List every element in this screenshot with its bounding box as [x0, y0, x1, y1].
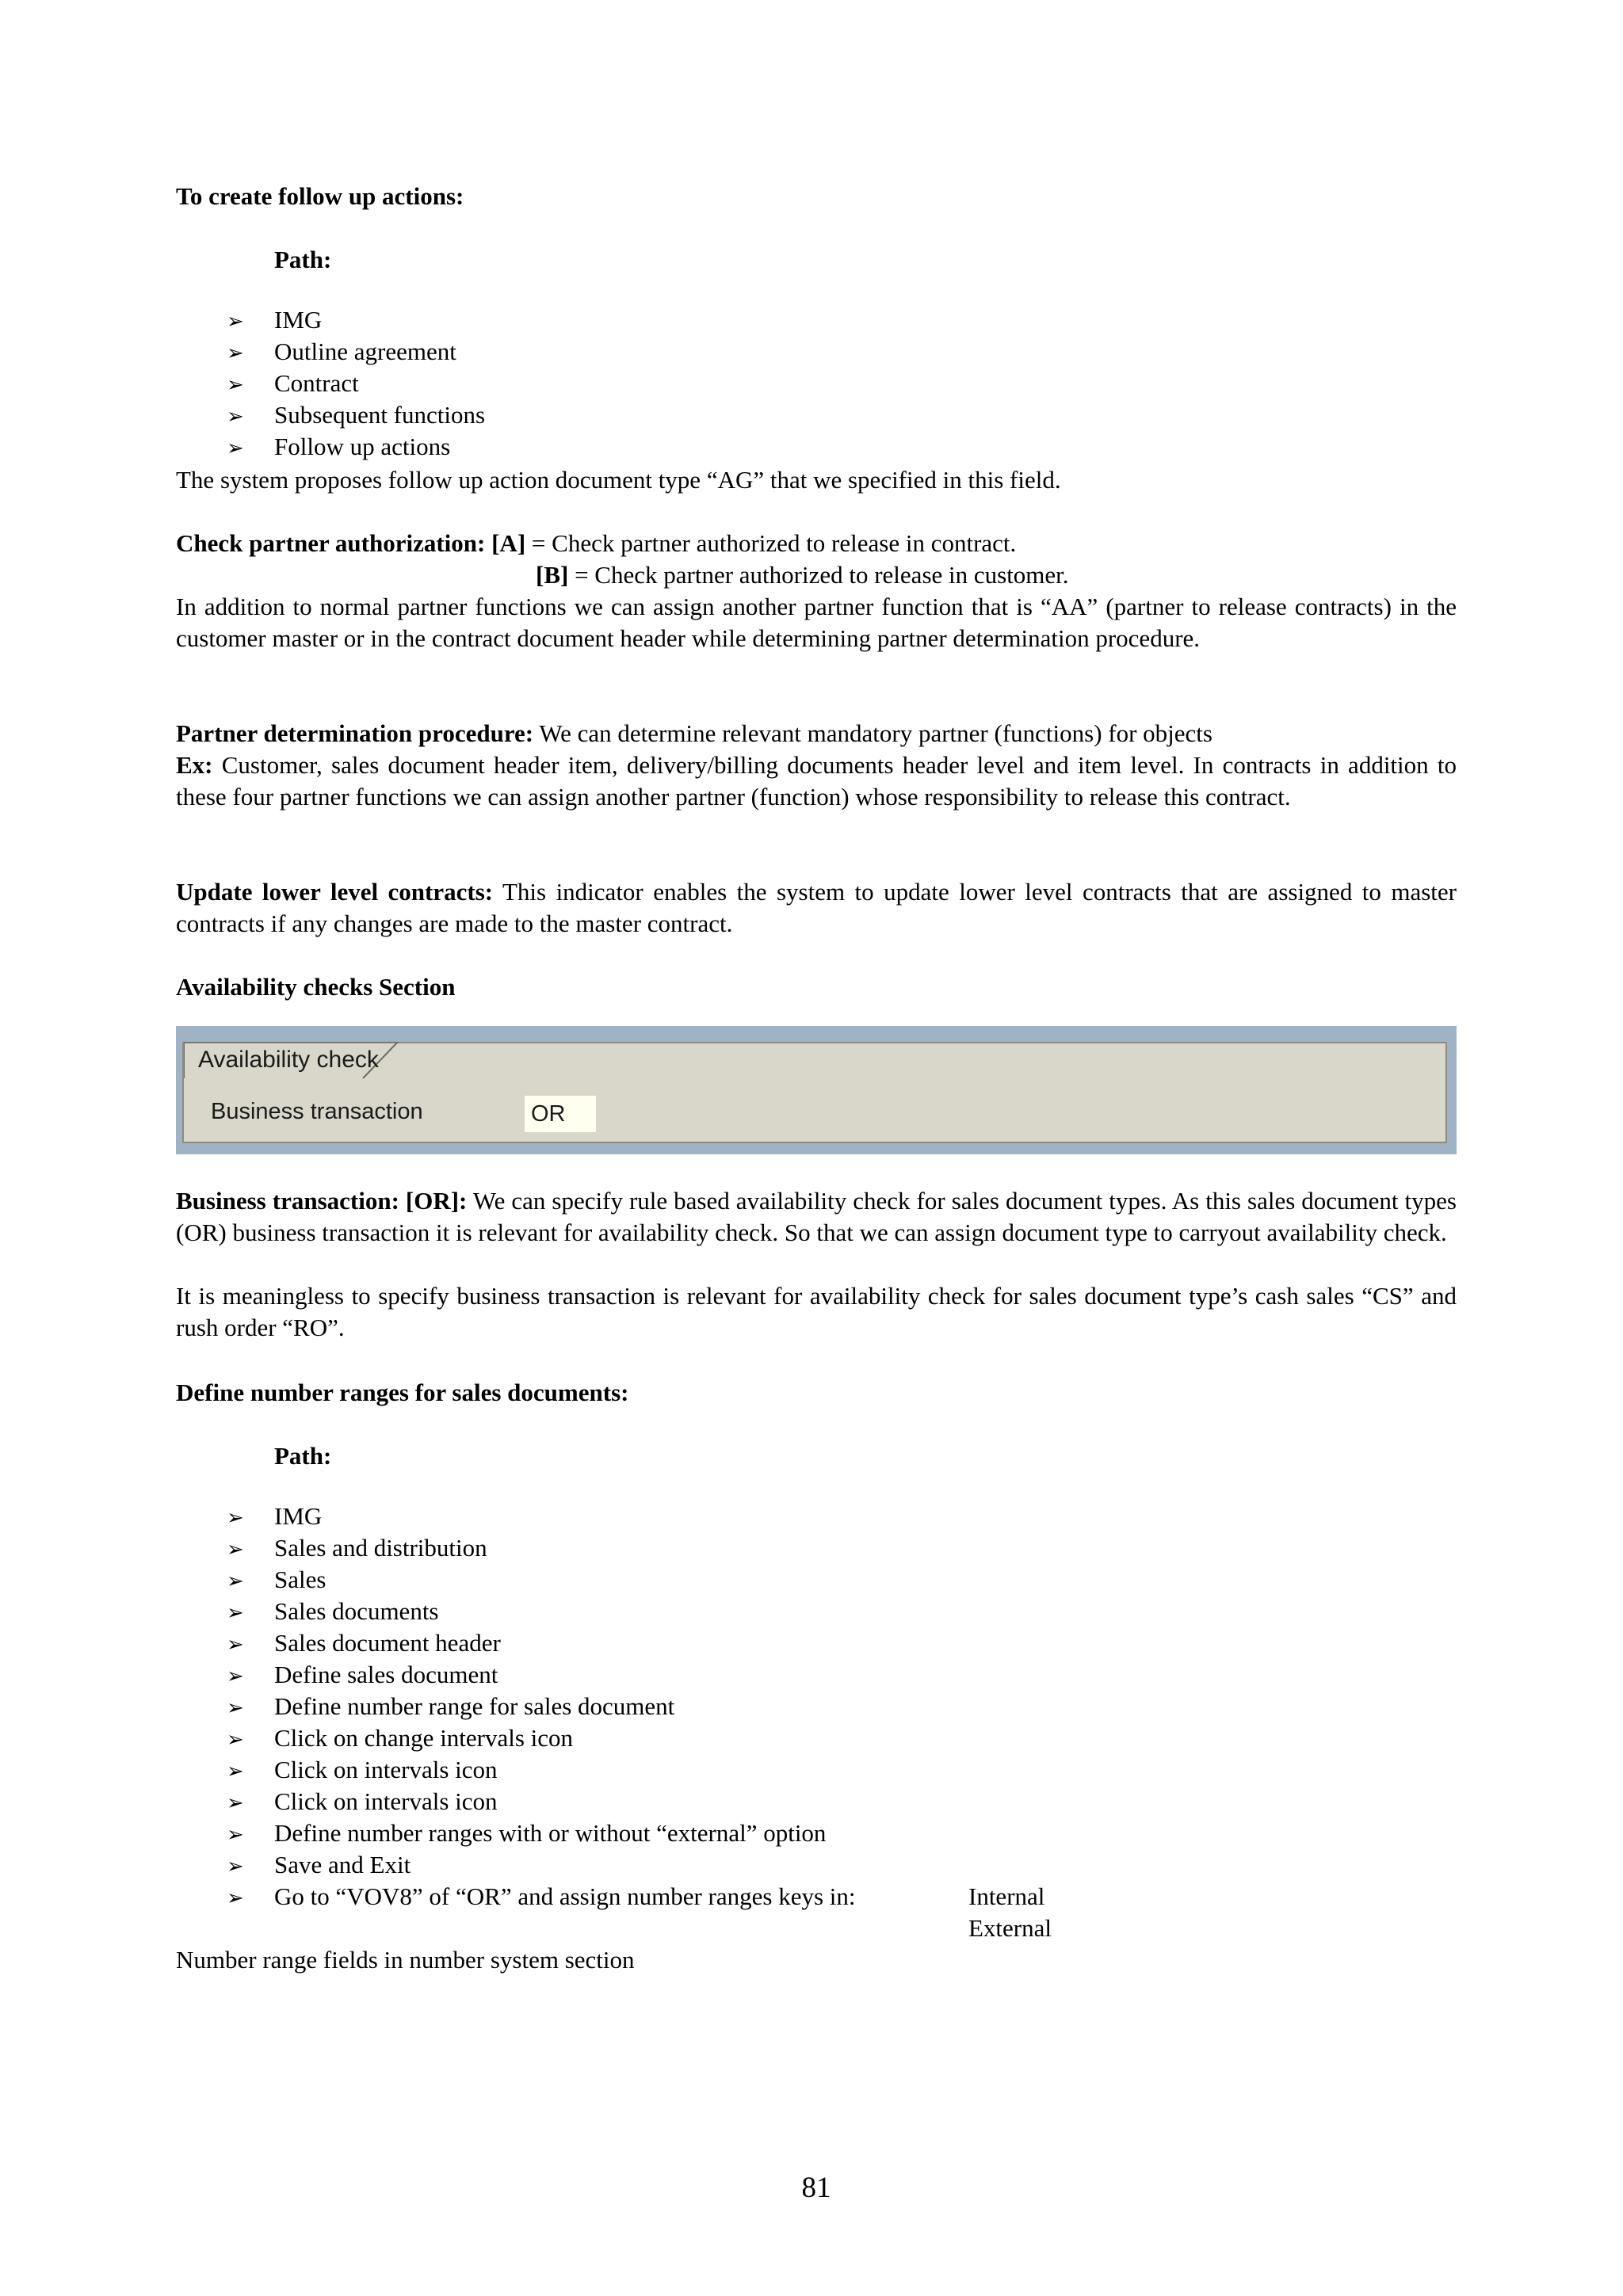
list-item: ➢ Click on change intervals icon [227, 1722, 856, 1754]
list-item: ➢ IMG [227, 304, 485, 336]
path-label: Path: [274, 246, 332, 273]
arrow-bullet-icon: ➢ [227, 1538, 244, 1562]
list-item: ➢ Go to “VOV8” of “OR” and assign number ranges keys in: [227, 1881, 856, 1913]
business-transaction-label: Business transaction [211, 1099, 423, 1124]
business-transaction-paragraph-2: It is meaningless to specify business transaction is relevant for availability check for sales document type’s cash sales “CS” and rush order “RO”. [176, 1282, 1457, 1341]
arrow-bullet-icon: ➢ [227, 1506, 244, 1530]
arrow-bullet-icon: ➢ [227, 1569, 244, 1593]
arrow-bullet-icon: ➢ [227, 437, 244, 460]
list-item: ➢ Subsequent functions [227, 399, 485, 431]
update-lower-paragraph: Update lower level contracts: This indicator enables the system to update lower level contracts that are assigned to master contracts if any changes are made to the master contract. [176, 878, 1457, 937]
section-heading-follow-up: To create follow up actions: [176, 182, 464, 210]
arrow-bullet-icon: ➢ [227, 1601, 244, 1625]
check-partner-line-b: [B] = Check partner authorized to release in customer. [536, 561, 1069, 589]
check-partner-paragraph: In addition to normal partner functions we can assign another partner function that is “AA” (partner to release contracts) in the customer master or in the contract document header while determining partner determination procedure. [176, 593, 1457, 652]
arrow-bullet-icon: ➢ [227, 1886, 244, 1910]
availability-heading: Availability checks Section [176, 973, 456, 1001]
arrow-bullet-icon: ➢ [227, 1823, 244, 1847]
list-item: ➢ Click on intervals icon [227, 1754, 856, 1786]
list-item: ➢ Contract [227, 368, 485, 399]
arrow-bullet-icon: ➢ [227, 310, 244, 334]
section-heading-number-ranges: Define number ranges for sales documents: [176, 1379, 629, 1406]
arrow-bullet-icon: ➢ [227, 1665, 244, 1688]
list-item: ➢ Click on intervals icon [227, 1786, 856, 1817]
check-partner-line-a: Check partner authorization: [A] = Check partner authorized to release in contract. [176, 529, 1017, 557]
arrow-bullet-icon: ➢ [227, 1728, 244, 1752]
list-item: ➢ Sales [227, 1564, 856, 1596]
availability-check-group: Availability check Business transaction OR [182, 1042, 1447, 1143]
bullet-list-follow-up [227, 304, 485, 463]
list-item: ➢ IMG [227, 1501, 856, 1532]
arrow-bullet-icon: ➢ [227, 1791, 244, 1815]
number-range-footer: Number range fields in number system section [176, 1946, 635, 1974]
bullet-list-number-ranges [227, 1501, 856, 1913]
arrow-bullet-icon: ➢ [227, 341, 244, 365]
business-transaction-paragraph: Business transaction: [OR]: We can specify rule based availability check for sales document types. As this sales document types (OR) business transaction it is relevant for availability check. So that we can assign document type to carryout availability check. [176, 1187, 1457, 1246]
list-item: ➢ Sales document header [227, 1627, 856, 1659]
path-label: Path: [274, 1442, 332, 1470]
list-item: ➢ Save and Exit [227, 1849, 856, 1881]
list-item: ➢ Outline agreement [227, 336, 485, 368]
arrow-bullet-icon: ➢ [227, 405, 244, 429]
list-item: ➢ Sales and distribution [227, 1532, 856, 1564]
arrow-bullet-icon: ➢ [227, 1633, 244, 1657]
business-transaction-input[interactable]: OR [525, 1096, 596, 1132]
arrow-bullet-icon: ➢ [227, 373, 244, 397]
arrow-bullet-icon: ➢ [227, 1855, 244, 1878]
follow-up-note: The system proposes follow up action document type “AG” that we specified in this field. [176, 466, 1061, 494]
list-item: ➢ Follow up actions [227, 431, 485, 463]
number-range-key-external: External [968, 1914, 1052, 1942]
list-item: ➢ Define sales document [227, 1659, 856, 1691]
list-item: ➢ Sales documents [227, 1596, 856, 1627]
arrow-bullet-icon: ➢ [227, 1760, 244, 1783]
number-range-key-internal: Internal [968, 1882, 1045, 1910]
list-item: ➢ Define number range for sales document [227, 1691, 856, 1722]
arrow-bullet-icon: ➢ [227, 1696, 244, 1720]
partner-determination-paragraph: Partner determination procedure: We can determine relevant mandatory partner (functions) for objects Ex: Customer, sales document header item, delivery/billing documents header level and item level. In contracts in addition to these four partner functions we can assign another partner (function) whose responsibility to release this contract. [176, 719, 1457, 810]
page-number: 81 [801, 2172, 831, 2204]
list-item: ➢ Define number ranges with or without “external” option [227, 1817, 856, 1849]
availability-check-screenshot [176, 1026, 1457, 1154]
